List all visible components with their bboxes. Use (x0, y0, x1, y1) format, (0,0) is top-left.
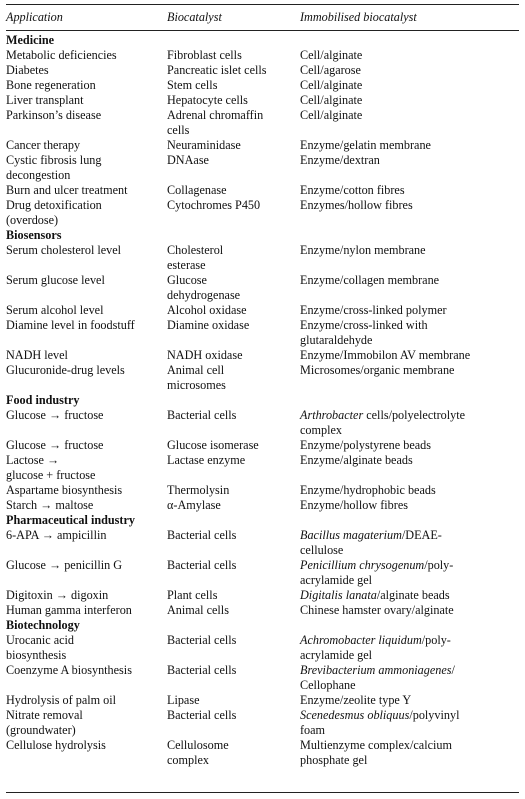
application-cell (6, 693, 167, 708)
immobilised-biocatalyst-cell (300, 78, 519, 93)
header-immobilised-biocatalyst: Immobilised biocatalyst (300, 10, 417, 24)
cell-line: Thermolysin (167, 483, 230, 497)
cell-line (300, 663, 519, 678)
cell-text: Enzyme/cotton fibres (300, 183, 405, 197)
application-cell (6, 663, 167, 693)
immobilised-biocatalyst-cell (300, 438, 519, 453)
biocatalyst-cell (167, 588, 300, 603)
immobilised-biocatalyst-cell (300, 153, 519, 183)
cell-text: /alginate beads (376, 588, 450, 602)
cell-line: complex (167, 753, 209, 767)
application-cell (6, 738, 167, 768)
cell-text: / (451, 663, 455, 677)
cell-text: Enzyme/dextran (300, 153, 380, 167)
cell-line: Metabolic deficiencies (6, 48, 117, 62)
cell-line: Diamine level in foodstuff (6, 318, 135, 332)
cell-line: Adrenal chromaffin (167, 108, 264, 122)
cell-line: Digitoxin → digoxin (6, 588, 109, 602)
cell-line: Cellulosome (167, 738, 229, 752)
biocatalyst-cell (167, 48, 300, 63)
application-cell (6, 348, 167, 363)
table-row (6, 198, 519, 228)
cell-text: Microsomes/organic membrane (300, 363, 455, 377)
immobilised-biocatalyst-cell (300, 693, 519, 708)
cell-text: Enzyme/collagen membrane (300, 273, 440, 287)
biocatalyst-cell (167, 63, 300, 78)
table-row (6, 48, 519, 63)
cell-line (300, 483, 519, 498)
cell-line: Serum glucose level (6, 273, 105, 287)
biocatalyst-cell (167, 633, 300, 663)
immobilised-biocatalyst-cell (300, 528, 519, 558)
immobilised-biocatalyst-cell (300, 363, 519, 393)
application-cell (6, 93, 167, 108)
table-row (6, 438, 519, 453)
cell-line: Serum alcohol level (6, 303, 104, 317)
cell-line: Stem cells (167, 78, 218, 92)
cell-line (300, 108, 519, 123)
biocatalyst-cell (167, 348, 300, 363)
cell-line: Bacterial cells (167, 528, 237, 542)
cell-text: Cellophane (300, 678, 356, 692)
cell-line: Fibroblast cells (167, 48, 242, 62)
cell-line: Neuraminidase (167, 138, 241, 152)
cell-line: Bacterial cells (167, 408, 237, 422)
cell-line (300, 198, 519, 213)
cell-line (300, 138, 519, 153)
cell-line: Collagenase (167, 183, 227, 197)
biocatalyst-cell (167, 708, 300, 738)
cell-line: Animal cell (167, 363, 225, 377)
cell-line: Serum cholesterol level (6, 243, 122, 257)
cell-text: Enzyme/cross-linked with (300, 318, 428, 332)
table-row (6, 558, 519, 588)
application-cell (6, 633, 167, 663)
cell-line (300, 543, 519, 558)
immobilised-biocatalyst-cell (300, 48, 519, 63)
cell-text: cells/polyelectrolyte (363, 408, 466, 422)
cell-line: DNAase (167, 153, 209, 167)
cell-line: Glucose → fructose (6, 408, 104, 422)
application-cell (6, 138, 167, 153)
immobilised-biocatalyst-cell (300, 348, 519, 363)
application-cell (6, 303, 167, 318)
application-cell (6, 708, 167, 738)
bottom-rule (6, 792, 519, 793)
immobilised-biocatalyst-cell (300, 318, 519, 348)
application-cell (6, 273, 167, 303)
biocatalyst-cell (167, 453, 300, 483)
table-row (6, 183, 519, 198)
cell-line: Liver transplant (6, 93, 84, 107)
biocatalyst-cell (167, 483, 300, 498)
table-row (6, 108, 519, 138)
cell-line (300, 573, 519, 588)
immobilised-biocatalyst-cell (300, 93, 519, 108)
cell-line: 6-APA → ampicillin (6, 528, 107, 542)
cell-line: Parkinson’s disease (6, 108, 102, 122)
biocatalyst-cell (167, 273, 300, 303)
immobilised-biocatalyst-cell (300, 303, 519, 318)
biocatalyst-cell (167, 528, 300, 558)
cell-line: Urocanic acid (6, 633, 75, 647)
section-title: Biosensors (6, 228, 62, 242)
application-cell (6, 528, 167, 558)
cell-line: Diamine oxidase (167, 318, 250, 332)
biocatalyst-cell (167, 78, 300, 93)
biocatalyst-cell (167, 153, 300, 183)
immobilised-biocatalyst-cell (300, 453, 519, 483)
immobilised-biocatalyst-cell (300, 633, 519, 663)
biocatalyst-cell (167, 558, 300, 588)
biocatalyst-cell (167, 318, 300, 348)
cell-line: Starch → maltose (6, 498, 94, 512)
application-cell (6, 498, 167, 513)
application-cell (6, 588, 167, 603)
organism-name: Digitalis lanata (300, 588, 377, 602)
section-title: Biotechnology (6, 618, 80, 632)
table-row (6, 63, 519, 78)
cell-text: complex (300, 423, 342, 437)
immobilised-biocatalyst-cell (300, 483, 519, 498)
immobilised-biocatalyst-cell (300, 603, 519, 618)
cell-line (300, 753, 519, 768)
cell-text: Cell/agarose (300, 63, 361, 77)
cell-line (300, 633, 519, 648)
table-row (6, 663, 519, 693)
cell-line (300, 423, 519, 438)
immobilised-biocatalyst-cell (300, 408, 519, 438)
immobilised-biocatalyst-cell (300, 708, 519, 738)
cell-text: acrylamide gel (300, 573, 373, 587)
cell-text: Enzyme/polystyrene beads (300, 438, 431, 452)
cell-line (300, 528, 519, 543)
cell-line (300, 453, 519, 468)
organism-name: Brevibacterium ammoniagenes (300, 663, 452, 677)
cell-text: /poly- (424, 558, 454, 572)
cell-line (300, 348, 519, 363)
biocatalyst-cell (167, 408, 300, 438)
cell-text: /DEAE- (401, 528, 442, 542)
cell-line: Glucose → fructose (6, 438, 104, 452)
application-cell (6, 78, 167, 93)
biocatalyst-cell (167, 138, 300, 153)
table-body (6, 31, 519, 768)
cell-text: Cell/alginate (300, 93, 363, 107)
cell-line: Burn and ulcer treatment (6, 183, 128, 197)
application-cell (6, 108, 167, 138)
cell-line (300, 78, 519, 93)
cell-line: biosynthesis (6, 648, 67, 662)
cell-line (300, 303, 519, 318)
organism-name: Achromobacter liquidum (300, 633, 422, 647)
cell-line (300, 93, 519, 108)
table-row (6, 498, 519, 513)
table-row (6, 303, 519, 318)
cell-line (300, 408, 519, 423)
application-cell (6, 363, 167, 393)
cell-text: Enzyme/hydrophobic beads (300, 483, 436, 497)
cell-line: Lactose → (6, 453, 60, 467)
cell-line (300, 738, 519, 753)
cell-line: Nitrate removal (6, 708, 83, 722)
cell-text: Cell/alginate (300, 108, 363, 122)
cell-line: Bacterial cells (167, 558, 237, 572)
cell-line: Animal cells (167, 603, 229, 617)
table-row (6, 453, 519, 483)
cell-line: NADH oxidase (167, 348, 243, 362)
table-row (6, 708, 519, 738)
cell-line: Cancer therapy (6, 138, 81, 152)
cell-text: glutaraldehyde (300, 333, 373, 347)
cell-line: Cystic fibrosis lung (6, 153, 102, 167)
section-heading (6, 228, 519, 243)
cell-text: /polyvinyl (409, 708, 460, 722)
cell-line (300, 318, 519, 333)
cell-line: NADH level (6, 348, 68, 362)
cell-text: Multienzyme complex/calcium (300, 738, 452, 752)
table-row (6, 408, 519, 438)
cell-line (300, 333, 519, 348)
biocatalyst-cell (167, 738, 300, 768)
table-row (6, 153, 519, 183)
cell-text: cellulose (300, 543, 344, 557)
cell-line: Lactase enzyme (167, 453, 246, 467)
table-row (6, 588, 519, 603)
cell-text: /poly- (421, 633, 451, 647)
cell-line (300, 708, 519, 723)
immobilised-biocatalyst-cell (300, 588, 519, 603)
section-heading (6, 513, 519, 528)
immobilised-biocatalyst-cell (300, 663, 519, 693)
table-row (6, 528, 519, 558)
cell-line: Drug detoxification (6, 198, 102, 212)
cell-line: dehydrogenase (167, 288, 241, 302)
cell-line: Bacterial cells (167, 708, 237, 722)
section-heading (6, 618, 519, 633)
application-cell (6, 483, 167, 498)
cell-line: Bacterial cells (167, 633, 237, 647)
cell-line: α-Amylase (167, 498, 221, 512)
table-header (6, 5, 519, 30)
biocatalyst-cell (167, 93, 300, 108)
table-row (6, 93, 519, 108)
cell-line: Alcohol oxidase (167, 303, 247, 317)
cell-text: Enzyme/alginate beads (300, 453, 413, 467)
immobilised-biocatalyst-cell (300, 198, 519, 228)
cell-line (300, 693, 519, 708)
application-cell (6, 603, 167, 618)
cell-line: Glucuronide-drug levels (6, 363, 125, 377)
cell-line: Plant cells (167, 588, 218, 602)
cell-line (300, 243, 519, 258)
document-page (0, 4, 525, 799)
header-application: Application (6, 10, 63, 24)
cell-line (300, 558, 519, 573)
immobilised-biocatalyst-cell (300, 273, 519, 303)
immobilised-biocatalyst-cell (300, 63, 519, 78)
application-cell (6, 318, 167, 348)
cell-line (300, 63, 519, 78)
header-biocatalyst: Biocatalyst (167, 10, 222, 24)
cell-text: Chinese hamster ovary/alginate (300, 603, 454, 617)
application-cell (6, 558, 167, 588)
biocatalyst-cell (167, 438, 300, 453)
cell-line: Hydrolysis of palm oil (6, 693, 117, 707)
biocatalyst-cell (167, 363, 300, 393)
cell-line: Bacterial cells (167, 663, 237, 677)
biocatalyst-cell (167, 498, 300, 513)
application-cell (6, 453, 167, 483)
cell-line: (overdose) (6, 213, 59, 227)
organism-name: Scenedesmus obliquus (300, 708, 410, 722)
cell-line: (groundwater) (6, 723, 76, 737)
organism-name: Penicillium chrysogenum (300, 558, 425, 572)
cell-line (300, 183, 519, 198)
cell-line: Lipase (167, 693, 200, 707)
cell-text: Enzyme/hollow fibres (300, 498, 408, 512)
cell-line: Cytochromes P450 (167, 198, 261, 212)
immobilised-biocatalyst-cell (300, 243, 519, 273)
table-row (6, 273, 519, 303)
biocatalyst-cell (167, 183, 300, 198)
biocatalyst-cell (167, 303, 300, 318)
cell-text: Enzyme/Immobilon AV membrane (300, 348, 471, 362)
cell-line: Diabetes (6, 63, 49, 77)
table-row (6, 138, 519, 153)
cell-line (300, 603, 519, 618)
cell-line (300, 48, 519, 63)
cell-line: microsomes (167, 378, 226, 392)
section-title: Medicine (6, 33, 55, 47)
cell-line (300, 588, 519, 603)
cell-text: Cell/alginate (300, 48, 363, 62)
immobilised-biocatalyst-cell (300, 138, 519, 153)
cell-line: Cholesterol (167, 243, 224, 257)
organism-name: Arthrobacter (300, 408, 364, 422)
table-row (6, 603, 519, 618)
cell-line: decongestion (6, 168, 71, 182)
cell-line: cells (167, 123, 190, 137)
cell-text: Enzyme/cross-linked polymer (300, 303, 447, 317)
application-cell (6, 198, 167, 228)
immobilised-biocatalyst-cell (300, 108, 519, 138)
section-heading (6, 393, 519, 408)
table-row (6, 318, 519, 348)
cell-line (300, 438, 519, 453)
cell-text: Enzyme/gelatin membrane (300, 138, 431, 152)
table-row (6, 243, 519, 273)
biocatalyst-cell (167, 663, 300, 693)
immobilised-biocatalyst-cell (300, 738, 519, 768)
cell-line (300, 498, 519, 513)
table-row (6, 483, 519, 498)
biocatalyst-cell (167, 198, 300, 228)
table-row (6, 363, 519, 393)
cell-line: Glucose isomerase (167, 438, 259, 452)
biocatalyst-cell (167, 108, 300, 138)
cell-text: Cell/alginate (300, 78, 363, 92)
cell-line: Pancreatic islet cells (167, 63, 267, 77)
table-row (6, 693, 519, 708)
cell-line: esterase (167, 258, 206, 272)
cell-text: Enzyme/nylon membrane (300, 243, 426, 257)
application-cell (6, 153, 167, 183)
cell-line: glucose + fructose (6, 468, 96, 482)
table-row (6, 78, 519, 93)
organism-name: Bacillus magaterium (300, 528, 402, 542)
cell-text: Enzymes/hollow fibres (300, 198, 413, 212)
cell-text: Enzyme/zeolite type Y (300, 693, 412, 707)
cell-line (300, 363, 519, 378)
immobilised-biocatalyst-cell (300, 183, 519, 198)
cell-line: Bone regeneration (6, 78, 96, 92)
immobilised-biocatalyst-cell (300, 558, 519, 588)
biocatalyst-cell (167, 693, 300, 708)
cell-line: Aspartame biosynthesis (6, 483, 123, 497)
application-cell (6, 63, 167, 78)
cell-line (300, 723, 519, 738)
application-cell (6, 243, 167, 273)
application-cell (6, 438, 167, 453)
cell-line: Cellulose hydrolysis (6, 738, 106, 752)
table-row (6, 633, 519, 663)
application-cell (6, 183, 167, 198)
cell-line: Coenzyme A biosynthesis (6, 663, 132, 677)
table-row (6, 348, 519, 363)
cell-line: Glucose → penicillin G (6, 558, 123, 572)
immobilised-biocatalyst-cell (300, 498, 519, 513)
cell-line (300, 678, 519, 693)
cell-line (300, 273, 519, 288)
biocatalyst-cell (167, 243, 300, 273)
cell-text: foam (300, 723, 326, 737)
application-cell (6, 48, 167, 63)
biocatalyst-cell (167, 603, 300, 618)
section-title: Food industry (6, 393, 80, 407)
application-cell (6, 408, 167, 438)
section-title: Pharmaceutical industry (6, 513, 135, 527)
cell-line (300, 648, 519, 663)
cell-line: Glucose (167, 273, 207, 287)
cell-line: Hepatocyte cells (167, 93, 248, 107)
cell-text: phosphate gel (300, 753, 368, 767)
section-heading (6, 33, 519, 48)
cell-line (300, 153, 519, 168)
cell-line: Human gamma interferon (6, 603, 132, 617)
cell-text: acrylamide gel (300, 648, 373, 662)
table-row (6, 738, 519, 768)
